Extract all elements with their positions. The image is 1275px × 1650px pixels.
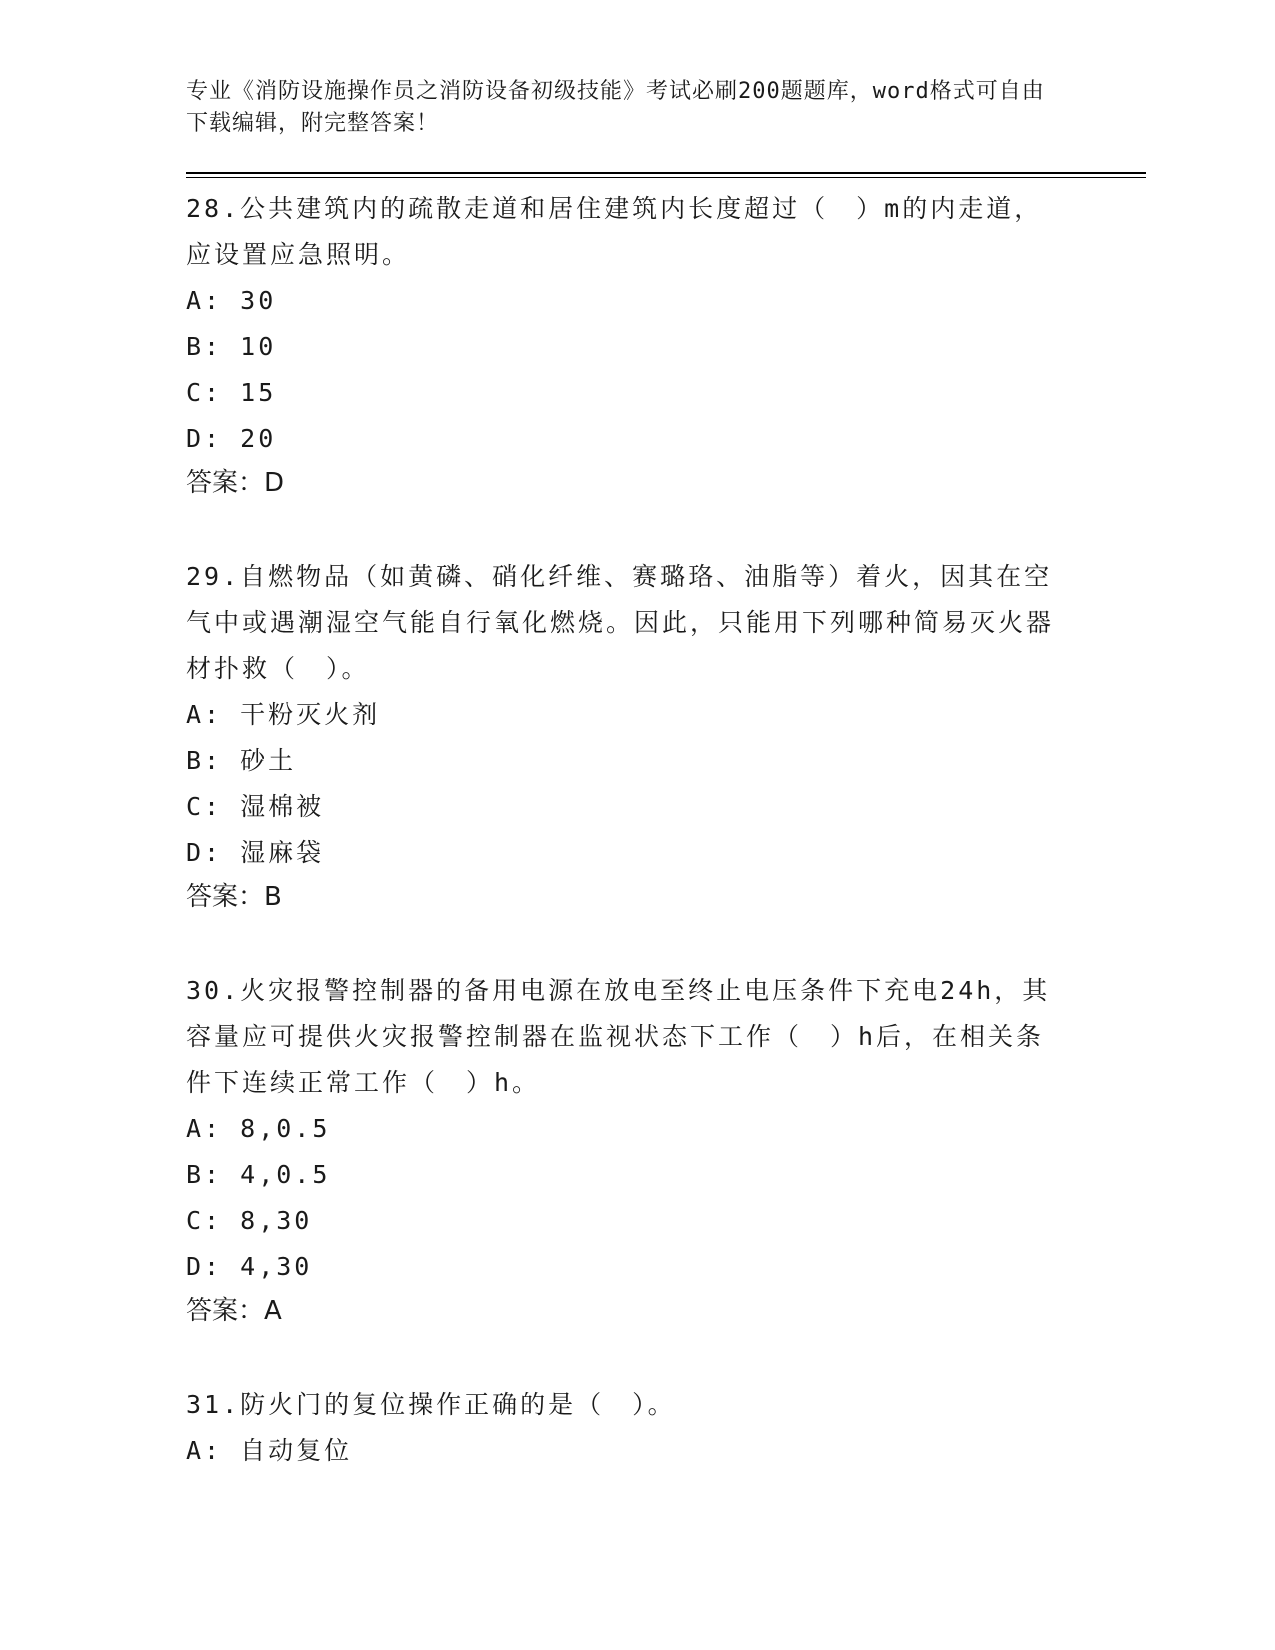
document-page	[186, 70, 1146, 1474]
option-a: A: 干粉灭火剂	[186, 700, 381, 729]
question-28	[186, 186, 1146, 504]
option-d: D: 4,30	[186, 1252, 313, 1281]
answer: 答案：D	[186, 468, 285, 498]
option-d: D: 湿麻袋	[186, 838, 325, 867]
option-d: D: 20	[186, 424, 277, 453]
answer: 答案：B	[186, 882, 282, 912]
question-stem: 29.自燃物品（如黄磷、硝化纤维、赛璐珞、油脂等）着火，因其在空气中或遇潮湿空气能自行氧化燃烧。因此，只能用下列哪种简易灭火器材扑救（ ）。	[186, 562, 1055, 683]
option-c: C: 15	[186, 378, 277, 407]
option-a: A: 自动复位	[186, 1436, 353, 1465]
document-header: 专业《消防设施操作员之消防设备初级技能》考试必刷200题题库，word格式可自由下载编辑，附完整答案！	[186, 79, 1045, 136]
option-c: C: 湿棉被	[186, 792, 325, 821]
question-30	[186, 968, 1146, 1332]
question-29	[186, 554, 1146, 918]
option-b: B: 4,0.5	[186, 1160, 331, 1189]
answer: 答案：A	[186, 1296, 282, 1326]
option-a: A: 8,0.5	[186, 1114, 331, 1143]
header-divider	[186, 172, 1146, 178]
option-b: B: 砂土	[186, 746, 297, 775]
question-31	[186, 1382, 1146, 1474]
question-stem: 30.火灾报警控制器的备用电源在放电至终止电压条件下充电24h，其容量应可提供火灾报警控制器在监视状态下工作（ ）h后，在相关条件下连续正常工作（ ）h。	[186, 976, 1051, 1097]
option-a: A: 30	[186, 286, 277, 315]
question-stem: 31.防火门的复位操作正确的是（ ）。	[186, 1390, 676, 1419]
question-stem: 28.公共建筑内的疏散走道和居住建筑内长度超过（ ）m的内走道，应设置应急照明。	[186, 194, 1043, 269]
option-c: C: 8,30	[186, 1206, 313, 1235]
option-b: B: 10	[186, 332, 277, 361]
